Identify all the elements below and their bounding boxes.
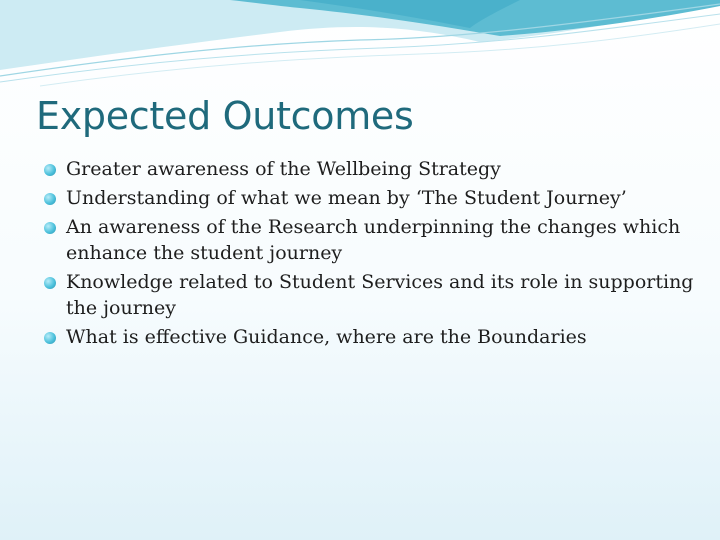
bullet-text: An awareness of the Research underpinning the changes which enhance the student journey — [66, 216, 681, 264]
bullet-item — [44, 185, 694, 211]
bullet-icon — [44, 222, 56, 234]
bullet-item — [44, 269, 694, 321]
bullet-icon — [44, 193, 56, 205]
bullet-icon — [44, 164, 56, 176]
bullet-item — [44, 324, 694, 350]
bullet-text: What is effective Guidance, where are the Boundaries — [66, 326, 587, 348]
slide-title: Expected Outcomes — [36, 94, 414, 138]
bullet-text: Knowledge related to Student Services and its role in supporting the journey — [66, 271, 694, 319]
bullet-icon — [44, 277, 56, 289]
wave-decoration — [0, 0, 720, 90]
bullet-list — [44, 156, 694, 353]
bullet-item — [44, 156, 694, 182]
bullet-text: Understanding of what we mean by ‘The Student Journey’ — [66, 187, 627, 209]
bullet-icon — [44, 332, 56, 344]
bullet-text: Greater awareness of the Wellbeing Strategy — [66, 158, 501, 180]
bullet-item — [44, 214, 694, 266]
